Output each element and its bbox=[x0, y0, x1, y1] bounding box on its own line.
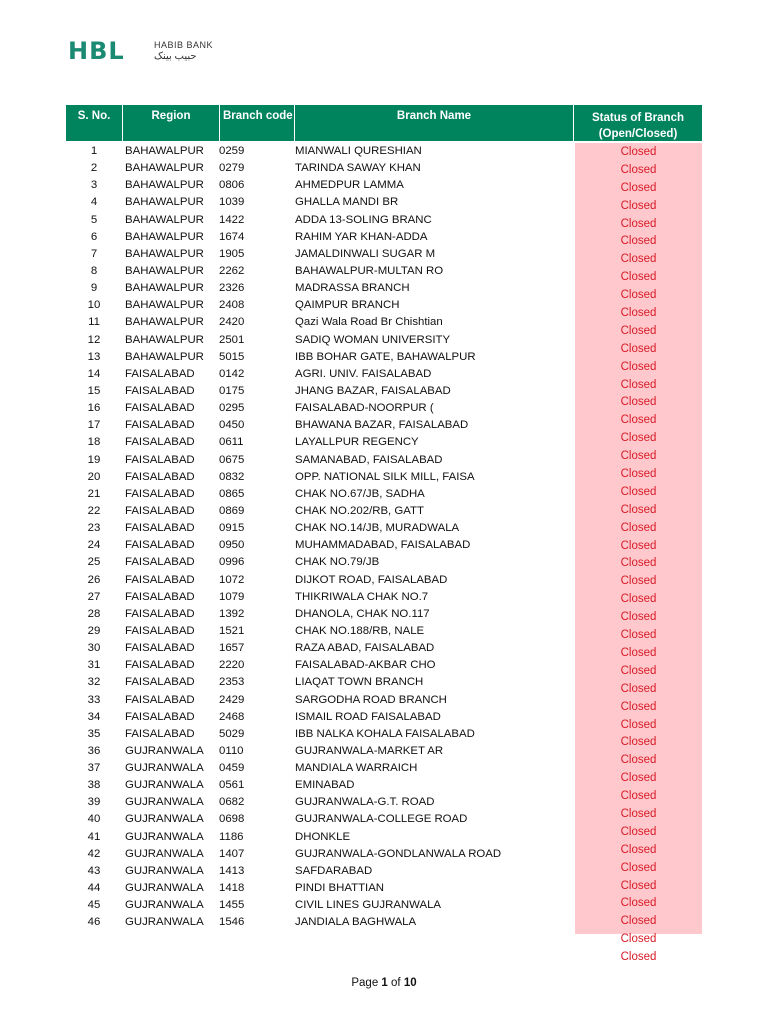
row-status: Closed bbox=[620, 324, 657, 337]
row-branch-code: 1674 bbox=[219, 230, 245, 243]
table-row bbox=[66, 589, 586, 606]
row-region: FAISALABAD bbox=[125, 590, 195, 603]
row-sno: 32 bbox=[87, 676, 101, 689]
row-branch-code: 0675 bbox=[219, 453, 245, 466]
row-branch-name: IBB NALKA KOHALA FAISALABAD bbox=[295, 727, 475, 740]
table-row bbox=[66, 572, 586, 589]
row-region: BAHAWALPUR bbox=[125, 162, 204, 175]
table-row bbox=[66, 863, 586, 880]
row-status: Closed bbox=[620, 736, 657, 749]
row-branch-name: SAFDARABAD bbox=[295, 864, 373, 877]
row-status: Closed bbox=[620, 199, 657, 212]
table-row bbox=[66, 469, 586, 486]
status-column bbox=[575, 143, 702, 964]
row-status: Closed bbox=[620, 718, 657, 731]
row-branch-code: 0110 bbox=[219, 744, 244, 757]
row-branch-name: DHONKLE bbox=[295, 830, 351, 843]
row-region: BAHAWALPUR bbox=[125, 333, 204, 346]
row-status: Closed bbox=[620, 485, 657, 498]
row-region: FAISALABAD bbox=[125, 522, 195, 535]
row-branch-code: 2420 bbox=[219, 316, 245, 329]
row-branch-name: SAMANABAD, FAISALABAD bbox=[295, 453, 443, 466]
row-sno: 14 bbox=[87, 367, 101, 380]
table-row bbox=[66, 280, 586, 297]
table-row bbox=[66, 417, 586, 434]
table-row bbox=[66, 760, 586, 777]
row-sno: 17 bbox=[87, 419, 101, 432]
row-branch-name: GUJRANWALA-COLLEGE ROAD bbox=[295, 813, 468, 826]
row-sno: 44 bbox=[87, 882, 101, 895]
table-row bbox=[66, 332, 586, 349]
table-row bbox=[66, 692, 586, 709]
row-branch-code: 0450 bbox=[219, 419, 245, 432]
table-row bbox=[66, 160, 586, 177]
row-status: Closed bbox=[620, 539, 657, 552]
table-row bbox=[66, 177, 586, 194]
row-status: Closed bbox=[620, 951, 657, 964]
table-row bbox=[66, 383, 586, 400]
row-status: Closed bbox=[620, 825, 657, 838]
row-branch-code: 2262 bbox=[219, 264, 245, 277]
row-sno: 30 bbox=[87, 642, 101, 655]
row-branch-name: CIVIL LINES GUJRANWALA bbox=[295, 899, 442, 912]
row-branch-code: 0175 bbox=[219, 384, 245, 397]
row-region: FAISALABAD bbox=[125, 504, 195, 517]
row-branch-name: BHAWANA BAZAR, FAISALABAD bbox=[295, 419, 469, 432]
row-status: Closed bbox=[620, 217, 657, 230]
row-branch-name: DHANOLA, CHAK NO.117 bbox=[295, 607, 430, 620]
row-sno: 35 bbox=[87, 727, 101, 740]
row-branch-code: 1422 bbox=[219, 213, 245, 226]
row-sno: 3 bbox=[90, 179, 98, 192]
row-sno: 25 bbox=[87, 556, 101, 569]
row-branch-code: 1186 bbox=[219, 830, 244, 843]
row-sno: 45 bbox=[87, 899, 101, 912]
row-branch-name: MUHAMMADABAD, FAISALABAD bbox=[295, 539, 471, 552]
row-sno: 22 bbox=[87, 504, 101, 517]
row-status: Closed bbox=[620, 307, 657, 320]
table-row bbox=[66, 674, 586, 691]
row-sno: 23 bbox=[87, 522, 101, 535]
page-footer: Page 1 of 10 bbox=[351, 977, 417, 989]
row-region: BAHAWALPUR bbox=[125, 179, 204, 192]
row-branch-name: CHAK NO.14/JB, MURADWALA bbox=[295, 522, 460, 535]
row-branch-code: 1039 bbox=[219, 196, 245, 209]
row-branch-name: CHAK NO.188/RB, NALE bbox=[295, 624, 425, 637]
row-sno: 24 bbox=[87, 539, 101, 552]
row-status: Closed bbox=[620, 414, 657, 427]
row-status: Closed bbox=[620, 181, 657, 194]
table-body bbox=[66, 143, 586, 931]
row-region: FAISALABAD bbox=[125, 539, 195, 552]
row-status: Closed bbox=[620, 754, 657, 767]
row-sno: 15 bbox=[87, 384, 101, 397]
row-status: Closed bbox=[620, 146, 657, 158]
row-branch-name: OPP. NATIONAL SILK MILL, FAISA bbox=[295, 470, 475, 483]
table-row bbox=[66, 143, 586, 160]
table-header bbox=[66, 105, 702, 141]
row-branch-name: JANDIALA BAGHWALA bbox=[295, 916, 417, 929]
row-sno: 19 bbox=[87, 453, 101, 466]
row-branch-code: 1521 bbox=[219, 624, 245, 637]
row-status: Closed bbox=[620, 790, 657, 803]
row-region: BAHAWALPUR bbox=[125, 196, 204, 209]
row-status: Closed bbox=[620, 432, 657, 445]
row-sno: 31 bbox=[87, 659, 101, 672]
header-region: Region bbox=[123, 105, 219, 141]
table-row bbox=[66, 452, 586, 469]
row-sno: 39 bbox=[87, 796, 101, 809]
row-status: Closed bbox=[620, 843, 657, 856]
row-status: Closed bbox=[620, 163, 657, 176]
row-status: Closed bbox=[620, 933, 657, 946]
row-sno: 26 bbox=[87, 573, 101, 586]
row-branch-code: 0459 bbox=[219, 762, 245, 775]
row-branch-code: 5015 bbox=[219, 350, 245, 363]
table-row bbox=[66, 537, 586, 554]
row-status: Closed bbox=[620, 897, 657, 910]
row-status: Closed bbox=[620, 915, 657, 928]
row-branch-name: TARINDA SAWAY KHAN bbox=[295, 162, 421, 175]
row-region: GUJRANWALA bbox=[125, 882, 204, 895]
row-region: FAISALABAD bbox=[125, 642, 195, 655]
row-region: GUJRANWALA bbox=[125, 830, 204, 843]
row-status: Closed bbox=[620, 861, 657, 874]
row-sno: 38 bbox=[87, 779, 101, 792]
row-branch-code: 0832 bbox=[219, 470, 245, 483]
row-branch-code: 0869 bbox=[219, 504, 245, 517]
table-row bbox=[66, 366, 586, 383]
row-region: BAHAWALPUR bbox=[125, 230, 204, 243]
row-branch-name: BAHAWALPUR-MULTAN RO bbox=[295, 264, 444, 277]
row-status: Closed bbox=[620, 772, 657, 785]
header-branch-code: Branch code bbox=[220, 105, 294, 141]
row-branch-code: 0950 bbox=[219, 539, 245, 552]
logo-mark: HBL bbox=[68, 37, 125, 65]
row-branch-code: 1407 bbox=[219, 847, 245, 860]
row-branch-code: 0259 bbox=[219, 145, 245, 157]
row-branch-name: JHANG BAZAR, FAISALABAD bbox=[295, 384, 451, 397]
row-sno: 18 bbox=[87, 436, 101, 449]
table-row bbox=[66, 486, 586, 503]
row-status: Closed bbox=[620, 253, 657, 266]
table-row bbox=[66, 726, 586, 743]
row-branch-code: 1905 bbox=[219, 247, 245, 260]
row-region: BAHAWALPUR bbox=[125, 247, 204, 260]
table-row bbox=[66, 743, 586, 760]
row-branch-name: PINDI BHATTIAN bbox=[295, 882, 385, 895]
row-sno: 10 bbox=[87, 299, 101, 312]
row-region: FAISALABAD bbox=[125, 470, 195, 483]
table-row bbox=[66, 263, 586, 280]
row-branch-name: DIJKOT ROAD, FAISALABAD bbox=[295, 573, 448, 586]
table-row bbox=[66, 709, 586, 726]
row-region: FAISALABAD bbox=[125, 659, 195, 672]
row-branch-code: 0806 bbox=[219, 179, 245, 192]
table-row bbox=[66, 897, 586, 914]
row-region: FAISALABAD bbox=[125, 384, 195, 397]
table-row bbox=[66, 297, 586, 314]
row-branch-name: EMINABAD bbox=[295, 779, 355, 792]
row-sno: 13 bbox=[87, 350, 101, 363]
row-region: BAHAWALPUR bbox=[125, 213, 204, 226]
table-row bbox=[66, 623, 586, 640]
row-branch-code: 0295 bbox=[219, 402, 245, 415]
row-region: FAISALABAD bbox=[125, 556, 195, 569]
row-status: Closed bbox=[620, 378, 657, 391]
row-sno: 11 bbox=[88, 316, 100, 329]
row-branch-name: IBB BOHAR GATE, BAHAWALPUR bbox=[295, 350, 476, 363]
table-row bbox=[66, 657, 586, 674]
row-status: Closed bbox=[620, 879, 657, 892]
row-branch-code: 1413 bbox=[219, 864, 245, 877]
row-status: Closed bbox=[620, 593, 657, 606]
table-row bbox=[66, 520, 586, 537]
row-branch-name: RAZA ABAD, FAISALABAD bbox=[295, 642, 435, 655]
row-branch-name: GUJRANWALA-MARKET AR bbox=[295, 744, 444, 757]
row-sno: 27 bbox=[87, 590, 101, 603]
row-status: Closed bbox=[620, 450, 657, 463]
row-region: FAISALABAD bbox=[125, 607, 195, 620]
row-sno: 42 bbox=[87, 847, 101, 860]
table-row bbox=[66, 880, 586, 897]
row-status: Closed bbox=[620, 629, 657, 642]
row-region: FAISALABAD bbox=[125, 693, 195, 706]
row-branch-name: FAISALABAD-NOORPUR ( bbox=[295, 402, 434, 415]
table-row bbox=[66, 400, 586, 417]
row-branch-code: 0279 bbox=[219, 162, 245, 175]
row-region: GUJRANWALA bbox=[125, 813, 204, 826]
row-region: GUJRANWALA bbox=[125, 779, 204, 792]
row-branch-name: MADRASSA BRANCH bbox=[295, 282, 410, 295]
row-region: GUJRANWALA bbox=[125, 744, 204, 757]
row-branch-code: 1072 bbox=[219, 573, 245, 586]
row-branch-name: LIAQAT TOWN BRANCH bbox=[295, 676, 424, 689]
row-region: FAISALABAD bbox=[125, 367, 195, 380]
table-row bbox=[66, 434, 586, 451]
table-row bbox=[66, 794, 586, 811]
row-branch-code: 0682 bbox=[219, 796, 245, 809]
row-status: Closed bbox=[620, 271, 657, 284]
row-branch-code: 2501 bbox=[219, 333, 245, 346]
row-region: FAISALABAD bbox=[125, 727, 195, 740]
row-branch-code: 1418 bbox=[219, 882, 245, 895]
row-region: FAISALABAD bbox=[125, 419, 195, 432]
row-branch-code: 1392 bbox=[219, 607, 245, 620]
row-branch-name: LAYALLPUR REGENCY bbox=[295, 436, 419, 449]
row-branch-name: JAMALDINWALI SUGAR M bbox=[295, 247, 436, 260]
row-branch-code: 1546 bbox=[219, 916, 245, 929]
row-sno: 16 bbox=[87, 402, 101, 415]
row-status: Closed bbox=[620, 396, 657, 409]
row-branch-code: 2220 bbox=[219, 659, 245, 672]
row-sno: 2 bbox=[90, 162, 98, 175]
row-branch-code: 1657 bbox=[219, 642, 245, 655]
row-status: Closed bbox=[620, 700, 657, 713]
row-branch-name: CHAK NO.79/JB bbox=[295, 556, 380, 569]
row-sno: 34 bbox=[87, 710, 101, 723]
page-total: 10 bbox=[403, 977, 417, 989]
table-row bbox=[66, 503, 586, 520]
row-branch-name: SADIQ WOMAN UNIVERSITY bbox=[295, 333, 451, 346]
row-sno: 12 bbox=[87, 333, 101, 346]
row-region: BAHAWALPUR bbox=[125, 316, 204, 329]
row-branch-code: 2468 bbox=[219, 710, 245, 723]
row-region: BAHAWALPUR bbox=[125, 282, 204, 295]
row-status: Closed bbox=[620, 468, 657, 481]
table-row bbox=[66, 914, 586, 931]
row-branch-name: RAHIM YAR KHAN-ADDA bbox=[295, 230, 428, 243]
table-row bbox=[66, 349, 586, 366]
row-status: Closed bbox=[620, 289, 657, 302]
row-branch-name: MANDIALA WARRAICH bbox=[295, 762, 418, 775]
row-status: Closed bbox=[620, 360, 657, 373]
row-sno: 6 bbox=[90, 230, 98, 243]
row-branch-code: 2408 bbox=[219, 299, 245, 312]
row-sno: 20 bbox=[87, 470, 101, 483]
row-region: BAHAWALPUR bbox=[125, 145, 204, 157]
row-branch-name: AGRI. UNIV. FAISALABAD bbox=[295, 367, 432, 380]
row-branch-code: 2429 bbox=[219, 693, 245, 706]
row-branch-code: 1455 bbox=[219, 899, 245, 912]
row-branch-name: GHALLA MANDI BR bbox=[295, 196, 399, 209]
row-sno: 46 bbox=[87, 916, 101, 929]
row-branch-name: MIANWALI QURESHIAN bbox=[295, 145, 422, 157]
row-sno: 43 bbox=[87, 864, 101, 877]
row-region: FAISALABAD bbox=[125, 402, 195, 415]
row-region: BAHAWALPUR bbox=[125, 299, 204, 312]
row-status: Closed bbox=[620, 342, 657, 355]
row-branch-name: FAISALABAD-AKBAR CHO bbox=[295, 659, 436, 672]
page-number: 1 bbox=[381, 977, 388, 989]
row-status: Closed bbox=[620, 807, 657, 820]
logo-bank-name: HABIB BANK bbox=[154, 40, 214, 50]
row-region: GUJRANWALA bbox=[125, 899, 204, 912]
row-sno: 8 bbox=[90, 264, 98, 277]
table-row bbox=[66, 314, 586, 331]
row-status: Closed bbox=[620, 646, 657, 659]
row-branch-code: 0996 bbox=[219, 556, 245, 569]
row-status: Closed bbox=[620, 521, 657, 534]
table-row bbox=[66, 212, 586, 229]
row-region: FAISALABAD bbox=[125, 624, 195, 637]
row-region: FAISALABAD bbox=[125, 676, 195, 689]
table-row bbox=[66, 811, 586, 828]
row-branch-name: THIKRIWALA CHAK NO.7 bbox=[295, 590, 429, 603]
row-branch-name: CHAK NO.67/JB, SADHA bbox=[295, 487, 425, 500]
row-sno: 7 bbox=[90, 247, 98, 260]
table-row bbox=[66, 606, 586, 623]
row-branch-code: 0611 bbox=[219, 436, 244, 449]
table-row bbox=[66, 246, 586, 263]
row-branch-code: 5029 bbox=[219, 727, 245, 740]
row-branch-name: AHMEDPUR LAMMA bbox=[295, 179, 404, 192]
row-branch-code: 0561 bbox=[219, 779, 245, 792]
row-sno: 36 bbox=[87, 744, 101, 757]
row-branch-name: SARGODHA ROAD BRANCH bbox=[295, 693, 447, 706]
row-region: BAHAWALPUR bbox=[125, 264, 204, 277]
row-branch-code: 2326 bbox=[219, 282, 245, 295]
row-region: FAISALABAD bbox=[125, 573, 195, 586]
row-status: Closed bbox=[620, 557, 657, 570]
row-branch-name: ISMAIL ROAD FAISALABAD bbox=[295, 710, 441, 723]
row-sno: 5 bbox=[90, 213, 98, 226]
row-branch-code: 0142 bbox=[219, 367, 245, 380]
row-branch-code: 0698 bbox=[219, 813, 245, 826]
row-region: FAISALABAD bbox=[125, 436, 195, 449]
row-branch-name: GUJRANWALA-GONDLANWALA ROAD bbox=[295, 847, 502, 860]
row-sno: 37 bbox=[87, 762, 101, 775]
row-branch-name: GUJRANWALA-G.T. ROAD bbox=[295, 796, 435, 809]
row-sno: 40 bbox=[87, 813, 101, 826]
row-branch-name: ADDA 13-SOLING BRANC bbox=[295, 213, 432, 226]
table-row bbox=[66, 777, 586, 794]
row-region: FAISALABAD bbox=[125, 453, 195, 466]
row-region: FAISALABAD bbox=[125, 487, 195, 500]
row-region: GUJRANWALA bbox=[125, 864, 204, 877]
row-region: FAISALABAD bbox=[125, 710, 195, 723]
table-row bbox=[66, 829, 586, 846]
table-row bbox=[66, 194, 586, 211]
row-sno: 41 bbox=[87, 830, 101, 843]
table-row bbox=[66, 640, 586, 657]
row-region: BAHAWALPUR bbox=[125, 350, 204, 363]
row-region: GUJRANWALA bbox=[125, 762, 204, 775]
header-sno: S. No. bbox=[66, 105, 122, 141]
row-region: GUJRANWALA bbox=[125, 916, 204, 929]
row-sno: 33 bbox=[87, 693, 101, 706]
row-sno: 9 bbox=[90, 282, 98, 295]
row-branch-name: CHAK NO.202/RB, GATT bbox=[295, 504, 424, 517]
row-sno: 1 bbox=[90, 145, 98, 157]
row-sno: 28 bbox=[87, 607, 101, 620]
logo-urdu-name: حبیب بینک bbox=[154, 51, 197, 62]
row-sno: 29 bbox=[87, 624, 101, 637]
row-region: GUJRANWALA bbox=[125, 847, 204, 860]
table-row bbox=[66, 846, 586, 863]
row-branch-name: QAIMPUR BRANCH bbox=[295, 299, 400, 312]
table-row bbox=[66, 229, 586, 246]
row-sno: 4 bbox=[90, 196, 98, 209]
row-branch-code: 2353 bbox=[219, 676, 245, 689]
row-status: Closed bbox=[620, 611, 657, 624]
row-status: Closed bbox=[620, 575, 657, 588]
header-status: Status of Branch (Open/Closed) bbox=[574, 105, 702, 141]
row-region: GUJRANWALA bbox=[125, 796, 204, 809]
row-sno: 21 bbox=[87, 487, 101, 500]
row-status: Closed bbox=[620, 235, 657, 248]
row-branch-code: 0865 bbox=[219, 487, 245, 500]
table-row bbox=[66, 554, 586, 571]
row-status: Closed bbox=[620, 664, 657, 677]
header-branch-name: Branch Name bbox=[295, 105, 573, 141]
row-branch-name: Qazi Wala Road Br Chishtian bbox=[295, 316, 443, 329]
row-status: Closed bbox=[620, 503, 657, 516]
row-branch-code: 1079 bbox=[219, 590, 245, 603]
row-branch-code: 0915 bbox=[219, 522, 245, 535]
row-status: Closed bbox=[620, 682, 657, 695]
